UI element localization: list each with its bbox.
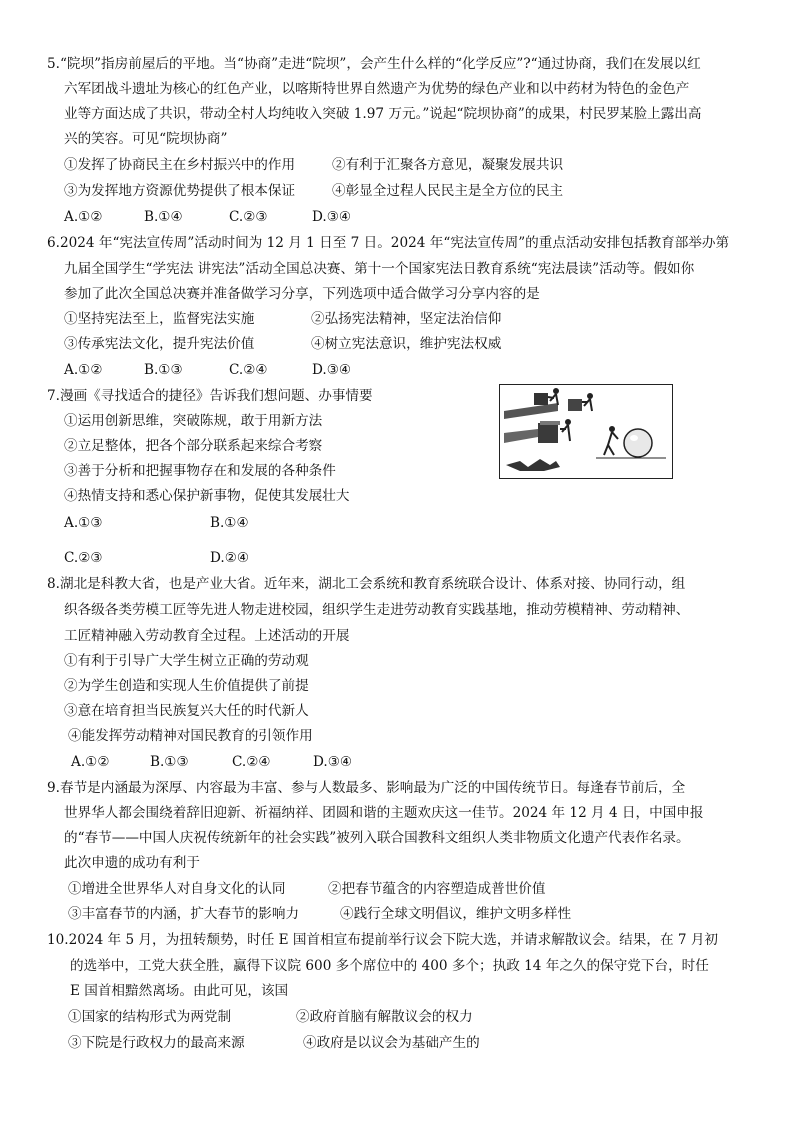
q10-option-3: ③下院是行政权力的最高来源: [68, 1035, 245, 1051]
cartoon-ledge-top: [504, 403, 558, 419]
q10-stem-line-1: 10.2024 年 5 月，为扭转颓势，时任 E 国首相宣布提前举行议会下院大选，并请求解散议会。结果，在 7 月初: [47, 932, 719, 948]
q8-option-2: ②为学生创造和实现人生价值提供了前提: [64, 678, 309, 694]
q10-option-1: ①国家的结构形式为两党制: [68, 1009, 232, 1025]
q9-stem-line-2: 世界华人都会围绕着辞旧迎新、祈福纳祥、团圆和谐的主题欢庆这一佳节。2024 年 12 月 4 日，中国申报: [64, 805, 704, 821]
q10-stem-line-2: 的选举中，工党大获全胜，赢得下议院 600 多个席位中的 400 多个；执政 14 年之久的保守党下台，时任: [70, 958, 709, 974]
q6-stem-line-1: 6.2024 年“宪法宣传周”活动时间为 12 月 1 日至 7 日。2024 年“宪法宣传周”的重点活动安排包括教育部举办第: [47, 235, 730, 251]
q6-option-2: ②弘扬宪法精神，坚定法治信仰: [311, 311, 502, 327]
q6-choice-d: D.③④: [312, 362, 352, 378]
q9-stem-line-3: 的“春节——中国人庆祝传统新年的社会实践”被列入联合国教科文组织人类非物质文化遗产代表作名录。: [64, 830, 690, 846]
q5-choice-c: C.②③: [229, 209, 268, 225]
cartoon-ball: [624, 429, 652, 457]
cartoon-figure-4-body: [604, 432, 618, 455]
q8-option-3: ③意在培育担当民族复兴大任的时代新人: [64, 703, 309, 719]
q5-option-3: ③为发挥地方资源优势提供了根本保证: [64, 183, 296, 199]
q5-option-4: ④彰显全过程人民民主是全方位的民主: [332, 183, 564, 199]
cartoon-figure-3-head: [565, 419, 571, 425]
q8-stem-line-3: 工匠精神融入劳动教育全过程。上述活动的开展: [64, 628, 350, 644]
q7-stem: 7.漫画《寻找适合的捷径》告诉我们想问题、办事情要: [47, 388, 373, 404]
cartoon-drawing: [500, 385, 672, 478]
cartoon-ledge-middle: [504, 429, 538, 443]
q7-option-3: ③善于分析和把握事物存在和发展的各种条件: [64, 463, 336, 479]
q9-option-3: ③丰富春节的内涵，扩大春节的影响力: [68, 906, 300, 922]
cartoon-rubble: [506, 459, 560, 471]
q5-stem-line-1: 5.“院坝”指房前屋后的平地。当“协商”走进“院坝”，会产生什么样的“化学反应”?“通过协商，我们在发展以红: [47, 56, 701, 72]
q5-choice-b: B.①④: [144, 209, 183, 225]
q9-option-4: ④践行全球文明倡议，维护文明多样性: [340, 906, 572, 922]
q9-option-2: ②把春节蕴含的内容塑造成普世价值: [328, 881, 546, 897]
q9-stem-line-1: 9.春节是内涵最为深厚、内容最为丰富、参与人数最多、影响最为广泛的中国传统节日。每逢春节前后，全: [47, 780, 686, 796]
q9-option-1: ①增进全世界华人对自身文化的认同: [68, 881, 286, 897]
q8-choice-c: C.②④: [232, 754, 271, 770]
q5-option-1: ①发挥了协商民主在乡村振兴中的作用: [64, 157, 296, 173]
q10-option-2: ②政府首脑有解散议会的权力: [296, 1009, 473, 1025]
cartoon-figure-1-head: [553, 388, 559, 394]
q6-option-1: ①坚持宪法至上，监督宪法实施: [64, 311, 255, 327]
q8-choice-d: D.③④: [313, 754, 353, 770]
q5-stem-line-2: 六军团战斗遗址为核心的红色产业，以喀斯特世界自然遗产为优势的绿色产业和以中药材为特色的金色产: [64, 81, 690, 97]
q7-choice-a: A.①③: [64, 515, 103, 531]
q7-choice-b: B.①④: [210, 515, 249, 531]
q8-choice-a: A.①②: [71, 754, 110, 770]
q10-stem-line-3: E 国首相黯然离场。由此可见，该国: [70, 983, 289, 999]
q6-option-4: ④树立宪法意识，维护宪法权威: [311, 336, 502, 352]
cartoon-cube: [538, 423, 558, 443]
q5-stem-line-4: 兴的笑容。可见“院坝协商”: [64, 131, 228, 147]
q5-choice-a: A.①②: [64, 209, 103, 225]
cartoon-box-2: [568, 399, 582, 411]
q7-option-2: ②立足整体，把各个部分联系起来综合考察: [64, 438, 323, 454]
q6-stem-line-2: 九届全国学生“学宪法 讲宪法”活动全国总决赛、第十一个国家宪法日教育系统“宪法晨读”活动等。假如你: [64, 261, 695, 277]
q6-choice-a: A.①②: [64, 362, 103, 378]
q6-stem-line-3: 参加了此次全国总决赛并准备做学习分享，下列选项中适合做学习分享内容的是: [64, 286, 540, 302]
q8-option-4: ④能发挥劳动精神对国民教育的引领作用: [68, 728, 313, 744]
cartoon-figure-2-head: [587, 393, 593, 399]
cartoon-figure-4-head: [609, 426, 615, 432]
q7-choice-d: D.②④: [210, 550, 250, 566]
q7-choice-c: C.②③: [64, 550, 103, 566]
cartoon-figure-2-body: [582, 399, 592, 411]
q8-stem-line-2: 织各级各类劳模工匠等先进人物走进校园，组织学生走进劳动教育实践基地，推动劳模精神、劳动精神、: [64, 602, 690, 618]
cartoon-cube-top: [540, 421, 560, 425]
cartoon-ball-highlight: [630, 435, 638, 441]
q5-option-2: ②有利于汇聚各方意见，凝聚发展共识: [332, 157, 564, 173]
q6-option-3: ③传承宪法文化，提升宪法价值: [64, 336, 255, 352]
shortcut-cartoon-image: [499, 384, 673, 479]
q5-choice-d: D.③④: [312, 209, 352, 225]
q7-option-1: ①运用创新思维，突破陈规，敢于用新方法: [64, 413, 323, 429]
q10-option-4: ④政府是以议会为基础产生的: [303, 1035, 480, 1051]
q7-option-4: ④热情支持和悉心保护新事物，促使其发展壮大: [64, 488, 350, 504]
q8-stem-line-1: 8.湖北是科教大省，也是产业大省。近年来，湖北工会系统和教育系统联合设计、体系对接、协同行动，组: [47, 576, 686, 592]
q6-choice-c: C.②④: [229, 362, 268, 378]
q5-stem-line-3: 业等方面达成了共识，带动全村人均纯收入突破 1.97 万元。”说起“院坝协商”的成果，村民罗某脸上露出高: [64, 106, 702, 122]
cartoon-figure-3-body: [560, 425, 570, 441]
cartoon-box-1: [534, 393, 548, 405]
q9-stem-line-4: 此次申遗的成功有利于: [64, 855, 200, 871]
q8-choice-b: B.①③: [150, 754, 189, 770]
q8-option-1: ①有利于引导广大学生树立正确的劳动观: [64, 653, 309, 669]
q6-choice-b: B.①③: [144, 362, 183, 378]
